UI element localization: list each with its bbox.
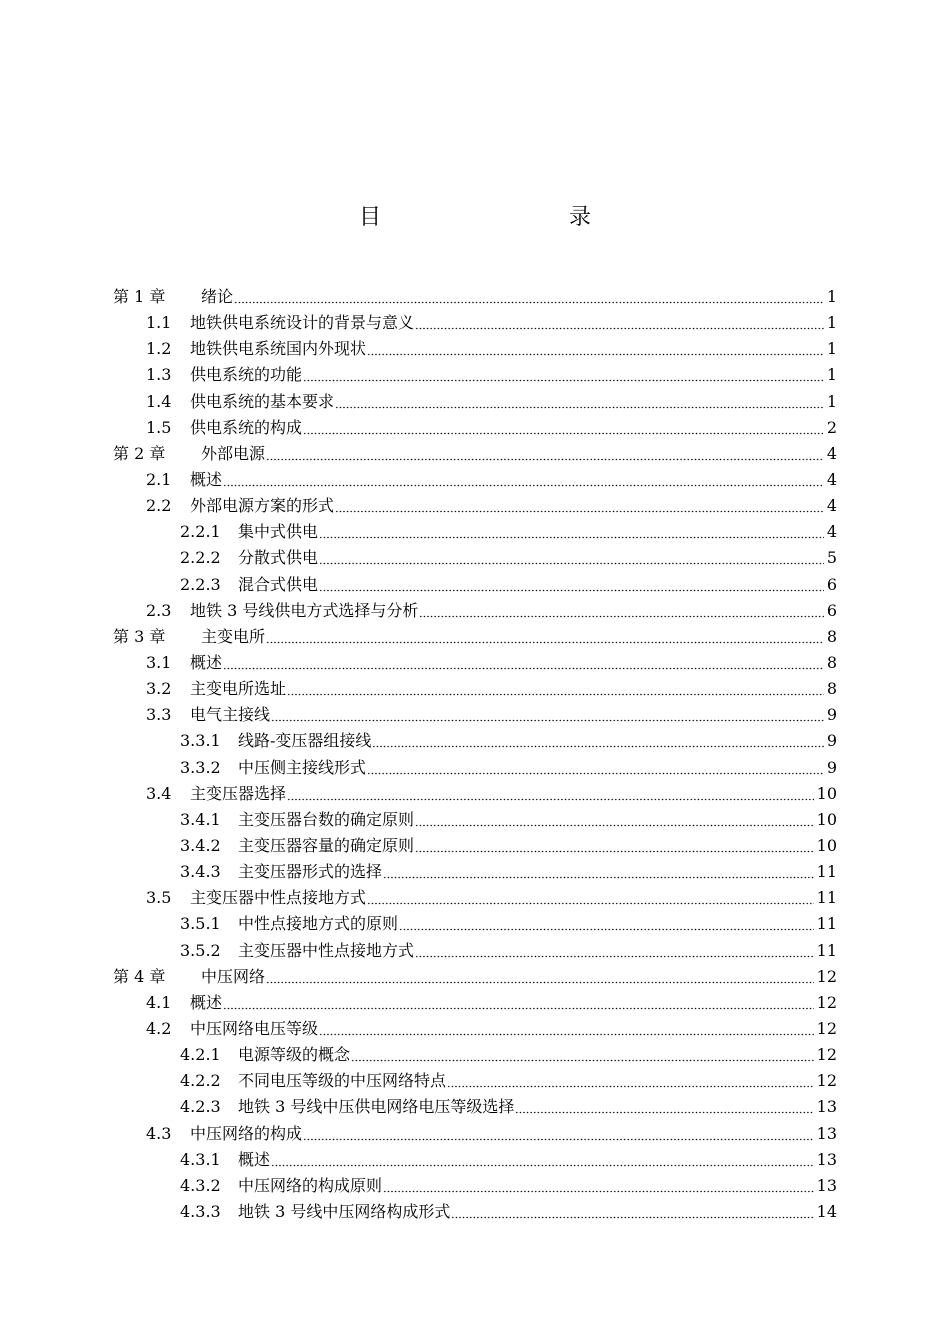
toc-entry-title: 地铁 3 号线供电方式选择与分析 bbox=[190, 600, 419, 620]
toc-entry[interactable] bbox=[0, 728, 837, 754]
toc-entry[interactable] bbox=[0, 519, 837, 545]
toc-entry-title: 主变压器选择 bbox=[190, 783, 287, 803]
toc-entry-page-number: 12 bbox=[816, 1071, 837, 1091]
toc-entry-number: 第 3 章 bbox=[113, 626, 166, 646]
toc-entry-title: 主变电所选址 bbox=[190, 679, 287, 699]
toc-dot-leader bbox=[266, 444, 824, 464]
toc-entry[interactable] bbox=[0, 545, 837, 571]
toc-dot-leader bbox=[351, 1045, 814, 1065]
toc-entry-number: 4.3.1 bbox=[180, 1149, 221, 1169]
toc-entry-title: 中压网络电压等级 bbox=[190, 1019, 319, 1038]
toc-entry-page-number: 11 bbox=[816, 862, 837, 882]
toc-entry-number: 3.2 bbox=[146, 679, 172, 699]
toc-entry-page-number: 13 bbox=[816, 1097, 837, 1117]
toc-dot-leader bbox=[367, 888, 814, 908]
toc-entry-number: 4.3.3 bbox=[180, 1201, 221, 1221]
toc-dot-leader bbox=[367, 758, 824, 778]
toc-entry-page-number: 1 bbox=[826, 391, 837, 411]
toc-entry-number: 2.1 bbox=[146, 470, 172, 490]
toc-entry-page-number: 14 bbox=[816, 1201, 837, 1221]
toc-entry-number: 3.3.1 bbox=[180, 731, 221, 751]
toc-entry-page-number: 10 bbox=[816, 809, 837, 829]
toc-dot-leader bbox=[335, 496, 824, 516]
toc-entry-number: 2.2.2 bbox=[180, 548, 221, 568]
toc-dot-leader bbox=[223, 993, 814, 1013]
toc-entry-page-number: 1 bbox=[826, 313, 837, 333]
toc-entry-number: 4.3.2 bbox=[180, 1175, 221, 1195]
toc-entry[interactable] bbox=[0, 885, 837, 911]
toc-entry-title: 概述 bbox=[190, 653, 223, 673]
toc-entry-number: 3.3.2 bbox=[180, 757, 221, 777]
toc-entry-title: 集中式供电 bbox=[238, 522, 319, 542]
toc-entry-title: 概述 bbox=[238, 1149, 271, 1169]
toc-entry[interactable] bbox=[0, 310, 837, 336]
toc-entry-page-number: 10 bbox=[816, 783, 837, 803]
toc-entry-title: 概述 bbox=[190, 470, 223, 490]
toc-entry-page-number: 12 bbox=[816, 992, 837, 1012]
toc-entry[interactable] bbox=[0, 1199, 837, 1225]
toc-entry[interactable] bbox=[0, 650, 837, 676]
toc-entry-page-number: 9 bbox=[826, 757, 837, 777]
toc-entry-number: 2.3 bbox=[146, 600, 172, 620]
toc-entry[interactable] bbox=[0, 702, 837, 728]
toc-entry-page-number: 11 bbox=[816, 914, 837, 934]
toc-entry-page-number: 2 bbox=[826, 417, 837, 437]
toc-entry-title: 中压网络的构成原则 bbox=[238, 1175, 383, 1195]
toc-entry-title: 混合式供电 bbox=[238, 574, 319, 594]
toc-dot-leader bbox=[419, 601, 823, 621]
toc-dot-leader bbox=[367, 339, 824, 359]
toc-entry-title: 中压侧主接线形式 bbox=[238, 757, 367, 777]
toc-entry-page-number: 4 bbox=[826, 470, 837, 490]
toc-entry-number: 1.3 bbox=[146, 365, 172, 385]
toc-entry-number: 4.2 bbox=[146, 1019, 172, 1038]
toc-entry-title: 主变压器台数的确定原则 bbox=[238, 809, 415, 829]
toc-entry-title: 不同电压等级的中压网络特点 bbox=[238, 1071, 447, 1091]
toc-entry-number: 1.5 bbox=[146, 417, 172, 437]
toc-entry-number: 第 1 章 bbox=[113, 287, 166, 307]
toc-entry-number: 第 4 章 bbox=[113, 966, 166, 986]
toc-dot-leader bbox=[319, 548, 824, 568]
toc-entry-title: 供电系统的构成 bbox=[190, 417, 303, 437]
toc-entry[interactable] bbox=[0, 362, 837, 388]
toc-entry[interactable] bbox=[0, 467, 837, 493]
toc-entry[interactable] bbox=[0, 755, 837, 781]
toc-entry-page-number: 8 bbox=[826, 679, 837, 699]
toc-entry-number: 3.5 bbox=[146, 888, 172, 908]
toc-entry-page-number: 12 bbox=[816, 1019, 837, 1038]
toc-dot-leader bbox=[303, 1124, 814, 1144]
toc-entry-number: 3.5.1 bbox=[180, 914, 221, 934]
toc-dot-leader bbox=[447, 1071, 814, 1091]
toc-entry-number: 1.4 bbox=[146, 391, 172, 411]
toc-entry-title: 地铁供电系统国内外现状 bbox=[190, 339, 367, 359]
toc-dot-leader bbox=[319, 1019, 814, 1039]
toc-entry-number: 2.2 bbox=[146, 496, 172, 516]
toc-entry[interactable] bbox=[0, 624, 837, 650]
toc-entry-title: 分散式供电 bbox=[238, 548, 319, 568]
toc-entry-number: 1.2 bbox=[146, 339, 172, 359]
toc-dot-leader bbox=[271, 1150, 814, 1170]
toc-entry-title: 供电系统的功能 bbox=[190, 365, 303, 385]
toc-entry[interactable] bbox=[0, 284, 837, 310]
toc-entry-page-number: 6 bbox=[826, 574, 837, 594]
toc-entry-title: 主变压器容量的确定原则 bbox=[238, 836, 415, 856]
toc-entry-title: 绪论 bbox=[201, 287, 234, 307]
toc-entry-page-number: 4 bbox=[826, 496, 837, 516]
toc-entry[interactable] bbox=[0, 1094, 837, 1120]
toc-dot-leader bbox=[515, 1097, 813, 1117]
toc-entry-title: 外部电源方案的形式 bbox=[190, 496, 335, 516]
toc-entry-number: 3.3 bbox=[146, 705, 172, 725]
toc-entry-title: 主变压器形式的选择 bbox=[238, 862, 383, 882]
toc-entry-number: 第 2 章 bbox=[113, 443, 166, 463]
toc-entry-title: 中性点接地方式的原则 bbox=[238, 914, 399, 934]
toc-entry-page-number: 1 bbox=[826, 287, 837, 307]
toc-entry-number: 3.1 bbox=[146, 653, 172, 673]
toc-entry[interactable] bbox=[0, 676, 837, 702]
toc-entry-title: 概述 bbox=[190, 992, 223, 1012]
toc-dot-leader bbox=[223, 470, 824, 490]
toc-dot-leader bbox=[372, 731, 823, 751]
toc-entry-title: 地铁供电系统设计的背景与意义 bbox=[190, 313, 415, 333]
toc-entry-number: 3.4.2 bbox=[180, 836, 221, 856]
toc-entry-title: 地铁 3 号线中压网络构成形式 bbox=[238, 1201, 451, 1221]
toc-entry-page-number: 11 bbox=[816, 940, 837, 960]
toc-entry[interactable] bbox=[0, 598, 837, 624]
toc-entry-page-number: 1 bbox=[826, 365, 837, 385]
toc-entry-page-number: 5 bbox=[826, 548, 837, 568]
toc-entry-title: 电源等级的概念 bbox=[238, 1045, 351, 1065]
toc-dot-leader bbox=[266, 967, 814, 987]
toc-entry[interactable] bbox=[0, 493, 837, 519]
toc-entry-page-number: 9 bbox=[826, 705, 837, 725]
toc-entry-number: 2.2.1 bbox=[180, 522, 221, 542]
toc-entry-number: 3.5.2 bbox=[180, 940, 221, 960]
toc-dot-leader bbox=[335, 392, 824, 412]
toc-dot-leader bbox=[287, 679, 824, 699]
toc-entry-number: 3.4 bbox=[146, 783, 172, 803]
toc-entry-number: 3.4.1 bbox=[180, 809, 221, 829]
toc-entry-title: 中压网络的构成 bbox=[190, 1123, 303, 1143]
toc-entry-title: 地铁 3 号线中压供电网络电压等级选择 bbox=[238, 1097, 515, 1117]
toc-entry-page-number: 9 bbox=[826, 731, 837, 751]
toc-entry-number: 4.1 bbox=[146, 992, 172, 1012]
toc-dot-leader bbox=[415, 810, 814, 830]
toc-entry-page-number: 13 bbox=[816, 1149, 837, 1169]
toc-entry[interactable] bbox=[0, 1068, 837, 1094]
toc-entry-page-number: 12 bbox=[816, 966, 837, 986]
toc-entry-title: 主变电所 bbox=[201, 626, 266, 646]
toc-entry[interactable] bbox=[0, 389, 837, 415]
toc-entry-number: 4.2.1 bbox=[180, 1045, 221, 1065]
toc-entry[interactable] bbox=[0, 911, 837, 937]
toc-entry[interactable] bbox=[0, 441, 837, 467]
toc-dot-leader bbox=[234, 287, 824, 307]
toc-entry-page-number: 1 bbox=[826, 339, 837, 359]
toc-entry-page-number: 8 bbox=[826, 626, 837, 646]
toc-entry[interactable] bbox=[0, 781, 837, 807]
toc-entry-number: 4.2.2 bbox=[180, 1071, 221, 1091]
toc-entry[interactable] bbox=[0, 859, 837, 885]
toc-heading: 目 录 bbox=[358, 205, 639, 230]
toc-dot-leader bbox=[415, 313, 824, 333]
toc-entry[interactable] bbox=[0, 1147, 837, 1173]
toc-entry-title: 供电系统的基本要求 bbox=[190, 391, 335, 411]
toc-entry[interactable] bbox=[0, 1121, 837, 1147]
toc-dot-leader bbox=[271, 705, 824, 725]
toc-dot-leader bbox=[303, 418, 824, 438]
toc-entry-title: 电气主接线 bbox=[190, 705, 271, 725]
toc-entry-page-number: 8 bbox=[826, 653, 837, 673]
toc-dot-leader bbox=[287, 784, 814, 804]
toc-dot-leader bbox=[266, 627, 824, 647]
toc-entry[interactable] bbox=[0, 336, 837, 362]
toc-dot-leader bbox=[383, 862, 814, 882]
toc-entry[interactable] bbox=[0, 1016, 837, 1042]
toc-entry-page-number: 10 bbox=[816, 836, 837, 856]
toc-dot-leader bbox=[383, 1176, 814, 1196]
toc-entry-title: 中压网络 bbox=[201, 966, 266, 986]
toc-entry-number: 4.2.3 bbox=[180, 1097, 221, 1117]
toc-entry[interactable] bbox=[0, 572, 837, 598]
toc-list bbox=[0, 284, 950, 1225]
toc-dot-leader bbox=[415, 941, 814, 961]
toc-dot-leader bbox=[415, 836, 814, 856]
toc-entry-title: 主变压器中性点接地方式 bbox=[238, 940, 415, 960]
toc-entry[interactable] bbox=[0, 964, 837, 990]
toc-entry-page-number: 11 bbox=[816, 888, 837, 908]
toc-entry[interactable] bbox=[0, 1042, 837, 1068]
toc-entry-page-number: 13 bbox=[816, 1175, 837, 1195]
toc-dot-leader bbox=[319, 522, 824, 542]
toc-dot-leader bbox=[303, 365, 824, 385]
toc-entry-title: 主变压器中性点接地方式 bbox=[190, 888, 367, 908]
toc-entry-page-number: 6 bbox=[826, 600, 837, 620]
toc-entry[interactable] bbox=[0, 990, 837, 1016]
toc-dot-leader bbox=[399, 914, 814, 934]
toc-entry-page-number: 12 bbox=[816, 1045, 837, 1065]
toc-entry-title: 外部电源 bbox=[201, 443, 266, 463]
toc-entry[interactable] bbox=[0, 1173, 837, 1199]
toc-entry-number: 1.1 bbox=[146, 313, 172, 333]
toc-dot-leader bbox=[223, 653, 824, 673]
toc-dot-leader bbox=[319, 575, 824, 595]
toc-entry-title: 线路-变压器组接线 bbox=[238, 731, 372, 751]
toc-entry[interactable] bbox=[0, 938, 837, 964]
toc-entry-number: 3.4.3 bbox=[180, 862, 221, 882]
toc-entry-number: 2.2.3 bbox=[180, 574, 221, 594]
toc-entry-page-number: 4 bbox=[826, 443, 837, 463]
toc-entry[interactable] bbox=[0, 415, 837, 441]
toc-entry[interactable] bbox=[0, 807, 837, 833]
toc-entry-number: 4.3 bbox=[146, 1123, 172, 1143]
toc-dot-leader bbox=[451, 1202, 813, 1222]
toc-entry[interactable] bbox=[0, 833, 837, 859]
toc-entry-page-number: 4 bbox=[826, 522, 837, 542]
toc-entry-page-number: 13 bbox=[816, 1123, 837, 1143]
